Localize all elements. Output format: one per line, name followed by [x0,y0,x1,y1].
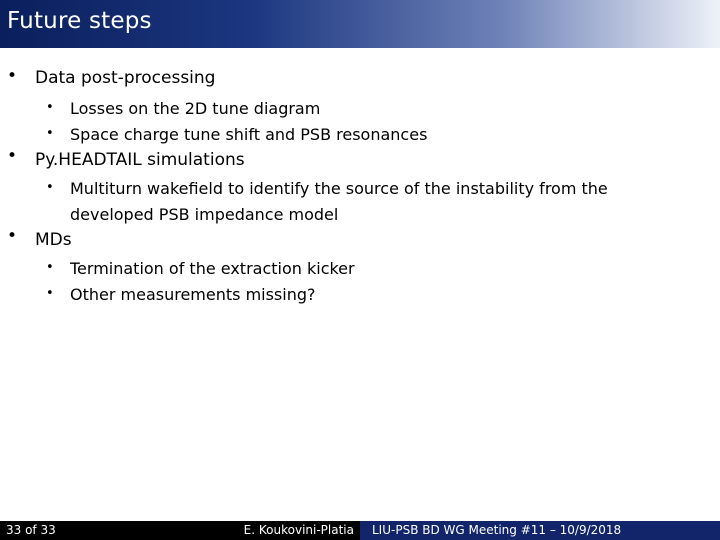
bullet-item-mds: MDs [35,230,72,250]
bullet-l1: • [7,146,18,166]
bullet-l2: • [46,260,54,275]
bullet-item-data-post-processing: Data post-processing [35,68,216,88]
footer-meeting: LIU-PSB BD WG Meeting #11 – 10/9/2018 [360,521,720,540]
slide-title: Future steps [7,8,152,34]
title-bar [0,0,720,48]
footer-page-number: 33 of 33 [0,521,225,540]
footer-author: E. Koukovini-Platia [225,521,360,540]
sub-item-multiturn-wakefield: Multiturn wakefield to identify the source of the instability from the developed PSB impedance model [70,179,608,224]
bullet-l2: • [46,180,54,195]
bullet-l1: • [7,66,18,86]
bullet-item-pyheadtail: Py.HEADTAIL simulations [35,150,245,170]
sub-item-losses: Losses on the 2D tune diagram [70,99,321,118]
bullet-l2: • [46,286,54,301]
bullet-l2: • [46,126,54,141]
sub-item-other-measurements: Other measurements missing? [70,285,316,304]
bullet-l1: • [7,226,18,246]
bullet-l2: • [46,100,54,115]
sub-item-termination: Termination of the extraction kicker [70,259,355,278]
sub-item-space-charge: Space charge tune shift and PSB resonances [70,125,428,144]
